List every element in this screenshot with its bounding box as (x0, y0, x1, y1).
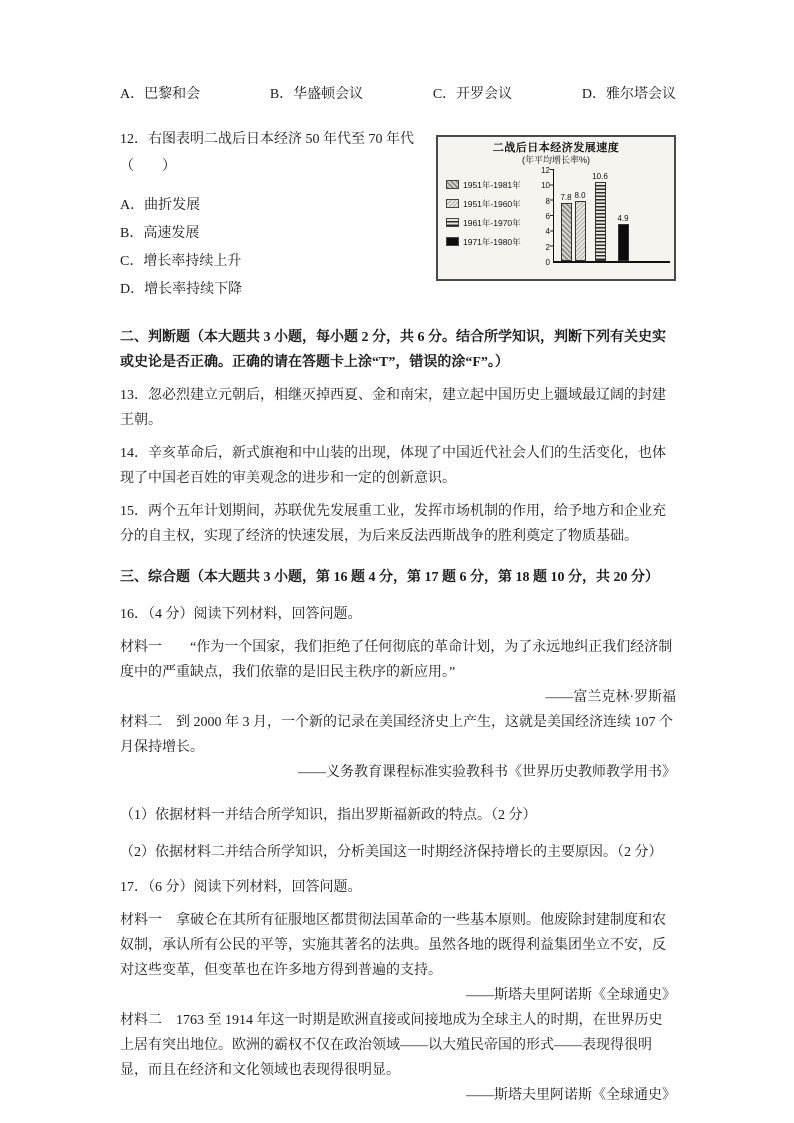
bar (618, 224, 629, 261)
y-tick-label: 6 (545, 211, 550, 221)
question-13: 13．忽必烈建立元朝后，相继灭掉西夏、金和南宋，建立起中国历史上疆域最辽阔的封建王朝。 (120, 388, 666, 428)
y-tick-label: 2 (545, 242, 550, 252)
legend-swatch (446, 237, 459, 246)
q17-material2: 材料二 1763 至 1914 年这一时期是欧洲直接或间接地成为全球主人的时期，在世界历史上居有突出地位。欧洲的霸权不仅在政治领域——以大殖民帝国的形式——表现得很明显，而且在经济和文化领域也表现得很明显。 (120, 1013, 663, 1078)
legend-item (446, 218, 538, 228)
q16-material1: 材料一 “作为一个国家，我们拒绝了任何彻底的革命计划，为了永远地纠正我们经济制度中的严重缺点，我们依靠的是旧民主秩序的新应用。” (120, 640, 673, 680)
bar-group (594, 169, 606, 261)
bar (595, 182, 606, 262)
y-tick-label: 10 (541, 181, 550, 191)
bar-value-label: 10.6 (592, 171, 608, 181)
chart-subtitle: (年平均增长率%) (522, 155, 590, 165)
bar-value-label: 7.8 (560, 192, 572, 202)
q11-option-d: D．雅尔塔会议 (581, 87, 676, 102)
bar (575, 201, 586, 261)
q11-option-b: B．华盛顿会议 (269, 87, 364, 102)
question-12 (120, 127, 676, 309)
legend-item (446, 180, 538, 190)
bar-group (560, 169, 572, 261)
bar (561, 203, 572, 262)
y-tick-label: 0 (545, 257, 550, 267)
legend-swatch (446, 199, 459, 208)
q12-option-d: D．增长率持续下降 (120, 282, 243, 297)
q17-material1-source: ——斯塔夫里阿诺斯《全球通史》 (466, 988, 676, 1003)
chart-plot-area (538, 166, 670, 269)
q12-text-block (120, 127, 432, 302)
bar-value-label: 8.0 (574, 191, 586, 200)
legend-label: 1951年-1981年 (463, 179, 521, 190)
q12-stem: 12．右图表明二战后日本经济 50 年代至 70 年代 (120, 132, 414, 147)
q12-answer-blank: （ ） (120, 159, 176, 174)
chart-title: 二战后日本经济发展速度 (492, 142, 620, 154)
chart-legend (444, 169, 538, 269)
q11-option-c: C．开罗会议 (432, 87, 513, 102)
legend-swatch (446, 180, 459, 189)
chart-plot (553, 169, 670, 263)
q16-subquestion-1: （1）依据材料一并结合所学知识，指出罗斯福新政的特点。（2 分） (120, 808, 537, 823)
legend-item (446, 237, 538, 247)
legend-label: 1951年-1960年 (463, 198, 521, 209)
q16-subquestion-2: （2）依据材料二并结合所学知识，分析美国这一时期经济保持增长的主要原因。（2 分） (120, 845, 663, 860)
q16-material2: 材料二 到 2000 年 3 月，一个新的记录在美国经济史上产生，这就是美国经济连续 107 个月保持增长。 (120, 715, 673, 755)
bar-value-label: 4.9 (617, 214, 629, 224)
section3-header: 三、综合题（本大题共 3 小题，第 16 题 4 分，第 17 题 6 分，第 18 题 10 分，共 20 分） (120, 570, 659, 585)
legend-item (446, 199, 538, 209)
section2-header: 二、判断题（本大题共 3 小题，每小题 2 分，共 6 分。结合所学知识，判断下列有关史实或史论是否正确。正确的请在答题卡上涂“T”，错误的涂“F”。） (120, 330, 666, 370)
q12-option-a: A．曲折发展 (120, 198, 201, 213)
q16-stem: 16．（4 分）阅读下列材料，回答问题。 (120, 607, 362, 622)
y-tick-label: 8 (545, 196, 550, 206)
legend-swatch (446, 218, 459, 227)
q12-option-b: B．高速发展 (120, 226, 200, 241)
legend-label: 1971年-1980年 (463, 236, 521, 247)
y-tick-label: 12 (541, 166, 550, 175)
bar-group (574, 169, 586, 261)
q17-material2-source: ——斯塔夫里阿诺斯《全球通史》 (466, 1088, 676, 1103)
question-15: 15．两个五年计划期间，苏联优先发展重工业，发挥市场机制的作用，给予地方和企业充分的自主权，实现了经济的快速发展，为后来反法西斯战争的胜利奠定了物质基础。 (120, 504, 666, 544)
q17-material1: 材料一 拿破仑在其所有征服地区都贯彻法国革命的一些基本原则。他废除封建制度和农奴制，承认所有公民的平等，实施其著名的法典。虽然各地的既得利益集团坐立不安，反对这些变革，但变革也在许多地方得到普遍的支持。 (120, 913, 666, 978)
y-tick-label: 4 (545, 227, 550, 237)
legend-label: 1961年-1970年 (463, 217, 521, 228)
bar-group (617, 169, 629, 261)
q11-option-a: A．巴黎和会 (120, 87, 201, 102)
q12-option-c: C．增长率持续上升 (120, 254, 242, 269)
q17-stem: 17．（6 分）阅读下列材料，回答问题。 (120, 880, 362, 895)
q16-material1-source: ——富兰克林·罗斯福 (545, 690, 676, 705)
question-14: 14．辛亥革命后，新式旗袍和中山装的出现，体现了中国近代社会人们的生活变化，也体现了中国老百姓的审美观念的进步和一定的创新意识。 (120, 446, 666, 486)
q11-options-row (120, 82, 676, 107)
japan-economy-chart (436, 135, 676, 281)
chart-body (438, 166, 674, 269)
q16-material2-source: ——义务教育课程标准实验教科书《世界历史教师教学用书》 (298, 765, 676, 780)
